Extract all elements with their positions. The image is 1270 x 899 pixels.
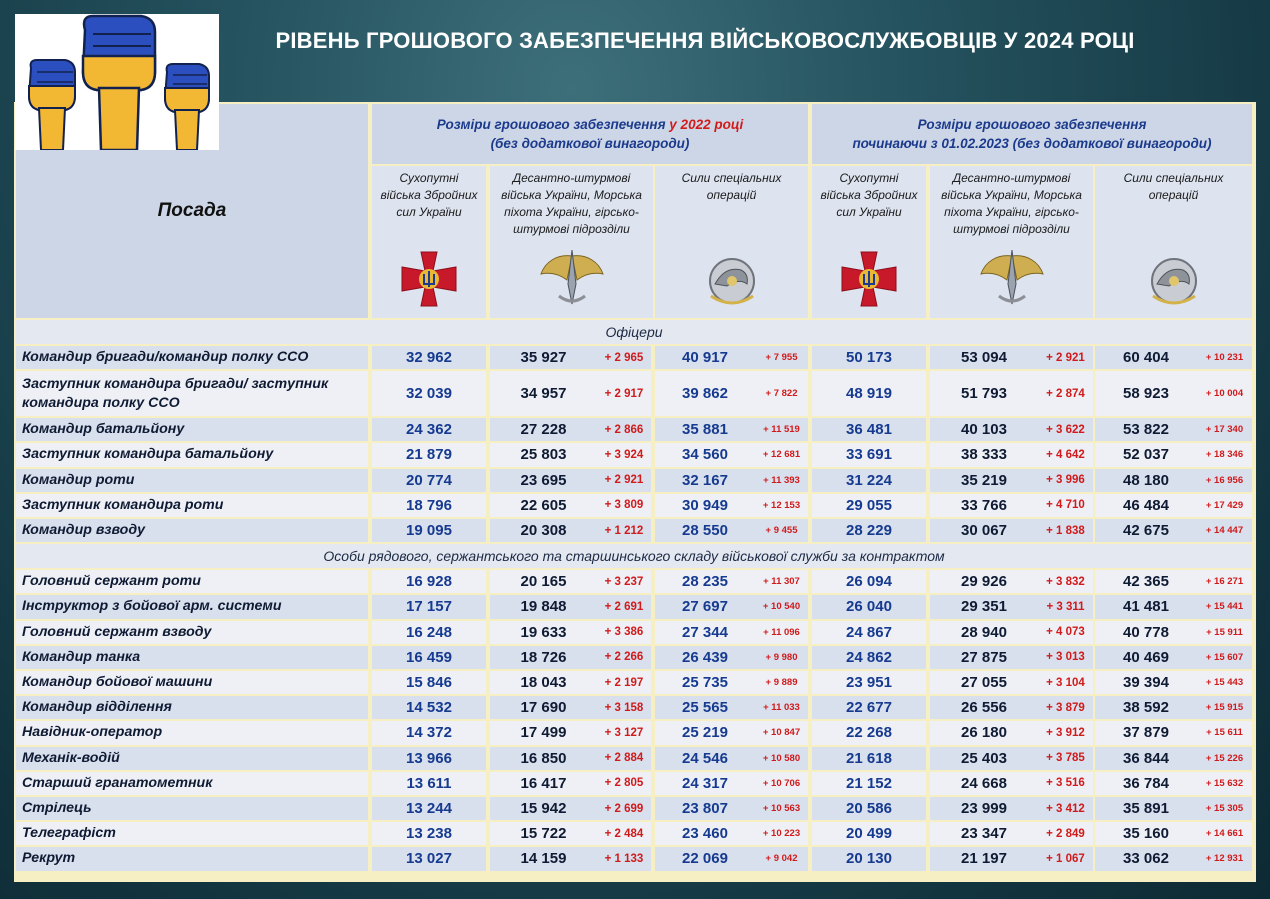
val-dsv-2023: 26 180 <box>930 721 1038 744</box>
val-dsv-2023: 26 556 <box>930 696 1038 719</box>
val-sv-2022: 13 611 <box>372 772 486 795</box>
val-sv-2023: 33 691 <box>812 443 926 466</box>
row-position-name: Телеграфіст <box>16 822 368 845</box>
section-officers: Офіцери <box>16 320 1252 344</box>
row-position-name: Старший гранатометник <box>16 772 368 795</box>
diff-sso-2023: + 17 340 <box>1197 418 1252 441</box>
val-sv-2023: 48 919 <box>812 371 926 416</box>
diff-dsv-2022: + 3 386 <box>597 621 651 644</box>
val-sv-2022: 17 157 <box>372 595 486 618</box>
diff-dsv-2023: + 3 832 <box>1038 570 1093 593</box>
val-sv-2023: 22 268 <box>812 721 926 744</box>
diff-sso-2023: + 15 611 <box>1197 721 1252 744</box>
val-dsv-2023: 25 403 <box>930 747 1038 770</box>
header-position: Посада <box>16 104 368 318</box>
diff-dsv-2022: + 1 212 <box>597 519 651 542</box>
val-sso-2022: 26 439 <box>655 646 755 669</box>
diff-dsv-2022: + 2 197 <box>597 671 651 694</box>
val-dsv-2022: 14 159 <box>490 847 597 870</box>
row-position-name: Заступник командира бригади/ застyпник командира полку ССО <box>16 371 368 416</box>
val-sso-2022: 32 167 <box>655 469 755 492</box>
diff-sso-2022: + 10 223 <box>755 822 808 845</box>
row-position-name: Заступник командира батальйону <box>16 443 368 466</box>
val-sv-2023: 24 862 <box>812 646 926 669</box>
diff-dsv-2023: + 3 104 <box>1038 671 1093 694</box>
diff-sso-2023: + 15 441 <box>1197 595 1252 618</box>
diff-sso-2023: + 12 931 <box>1197 847 1252 870</box>
diff-dsv-2023: + 3 516 <box>1038 772 1093 795</box>
diff-dsv-2022: + 2 917 <box>597 371 651 416</box>
diff-sso-2023: + 14 661 <box>1197 822 1252 845</box>
val-sv-2022: 13 966 <box>372 747 486 770</box>
airborne-wings-icon <box>977 244 1047 314</box>
val-sso-2022: 35 881 <box>655 418 755 441</box>
val-sso-2023: 60 404 <box>1095 346 1197 369</box>
diff-dsv-2022: + 2 691 <box>597 595 651 618</box>
header-col-label: Сухопутні війська Збройних сил України <box>820 171 918 219</box>
row-position-name: Командир танка <box>16 646 368 669</box>
val-sso-2023: 35 160 <box>1095 822 1197 845</box>
header-col-label: Сухопутні війська Збройних сил України <box>380 171 478 219</box>
diff-dsv-2022: + 3 809 <box>597 494 651 517</box>
header-col-6 <box>1095 166 1252 318</box>
diff-sso-2023: + 10 231 <box>1197 346 1252 369</box>
val-dsv-2022: 17 499 <box>490 721 597 744</box>
row-position-name: Командир бригади/командир полку ССО <box>16 346 368 369</box>
row-position-name: Заступник командира роти <box>16 494 368 517</box>
val-dsv-2022: 34 957 <box>490 371 597 416</box>
diff-sso-2022: + 10 563 <box>755 797 808 820</box>
diff-sso-2022: + 9 455 <box>755 519 808 542</box>
diff-sso-2022: + 12 153 <box>755 494 808 517</box>
val-sv-2022: 16 248 <box>372 621 486 644</box>
val-dsv-2023: 28 940 <box>930 621 1038 644</box>
diff-dsv-2023: + 3 311 <box>1038 595 1093 618</box>
val-sso-2023: 41 481 <box>1095 595 1197 618</box>
header-col-4 <box>812 166 926 318</box>
val-dsv-2023: 30 067 <box>930 519 1038 542</box>
diff-sso-2022: + 11 307 <box>755 570 808 593</box>
val-dsv-2023: 24 668 <box>930 772 1038 795</box>
group-2022-year: у 2022 році <box>669 117 744 132</box>
val-sso-2023: 48 180 <box>1095 469 1197 492</box>
val-dsv-2022: 16 417 <box>490 772 597 795</box>
diff-sso-2022: + 11 096 <box>755 621 808 644</box>
val-sso-2023: 40 469 <box>1095 646 1197 669</box>
header-group-2022 <box>372 104 808 164</box>
val-sso-2023: 37 879 <box>1095 721 1197 744</box>
diff-sso-2022: + 9 889 <box>755 671 808 694</box>
row-position-name: Навідник-оператор <box>16 721 368 744</box>
diff-dsv-2022: + 2 884 <box>597 747 651 770</box>
diff-dsv-2023: + 4 710 <box>1038 494 1093 517</box>
diff-dsv-2023: + 4 073 <box>1038 621 1093 644</box>
val-sso-2022: 27 344 <box>655 621 755 644</box>
val-sso-2022: 34 560 <box>655 443 755 466</box>
header-col-label: Сили спеціальних операцій <box>1123 171 1224 202</box>
group-2023-line2: починаючи з 01.02.2023 (без додаткової винагороди) <box>852 136 1212 151</box>
val-dsv-2023: 23 347 <box>930 822 1038 845</box>
diff-sso-2022: + 10 540 <box>755 595 808 618</box>
val-dsv-2022: 25 803 <box>490 443 597 466</box>
val-sv-2022: 15 846 <box>372 671 486 694</box>
val-sso-2022: 28 550 <box>655 519 755 542</box>
val-sv-2022: 32 039 <box>372 371 486 416</box>
val-sso-2022: 22 069 <box>655 847 755 870</box>
diff-dsv-2023: + 1 067 <box>1038 847 1093 870</box>
diff-dsv-2022: + 3 127 <box>597 721 651 744</box>
diff-dsv-2023: + 3 996 <box>1038 469 1093 492</box>
diff-dsv-2022: + 3 237 <box>597 570 651 593</box>
val-sso-2023: 35 891 <box>1095 797 1197 820</box>
val-sso-2022: 23 460 <box>655 822 755 845</box>
diff-sso-2023: + 10 004 <box>1197 371 1252 416</box>
diff-dsv-2022: + 2 266 <box>597 646 651 669</box>
sso-emblem-icon <box>1139 244 1209 314</box>
val-sso-2022: 25 565 <box>655 696 755 719</box>
header-col-3 <box>655 166 808 318</box>
val-dsv-2023: 33 766 <box>930 494 1038 517</box>
val-sso-2023: 52 037 <box>1095 443 1197 466</box>
diff-sso-2023: + 17 429 <box>1197 494 1252 517</box>
row-position-name: Головний сержант роти <box>16 570 368 593</box>
val-sso-2023: 36 784 <box>1095 772 1197 795</box>
diff-dsv-2022: + 1 133 <box>597 847 651 870</box>
diff-sso-2022: + 9 042 <box>755 847 808 870</box>
val-sv-2023: 50 173 <box>812 346 926 369</box>
diff-sso-2022: + 11 393 <box>755 469 808 492</box>
val-sv-2022: 13 027 <box>372 847 486 870</box>
val-dsv-2022: 20 165 <box>490 570 597 593</box>
val-sv-2023: 21 152 <box>812 772 926 795</box>
val-sv-2023: 24 867 <box>812 621 926 644</box>
val-dsv-2022: 19 633 <box>490 621 597 644</box>
diff-sso-2023: + 15 443 <box>1197 671 1252 694</box>
diff-dsv-2022: + 3 158 <box>597 696 651 719</box>
val-dsv-2022: 16 850 <box>490 747 597 770</box>
header-col-label: Десантно-штурмові війська України, Морська піхота України, гірсько-штурмові підрозділи <box>941 171 1082 236</box>
val-sso-2022: 24 546 <box>655 747 755 770</box>
val-sso-2023: 53 822 <box>1095 418 1197 441</box>
val-sv-2023: 23 951 <box>812 671 926 694</box>
val-dsv-2023: 29 351 <box>930 595 1038 618</box>
val-sso-2023: 58 923 <box>1095 371 1197 416</box>
diff-dsv-2023: + 1 838 <box>1038 519 1093 542</box>
diff-dsv-2023: + 3 785 <box>1038 747 1093 770</box>
val-dsv-2023: 35 219 <box>930 469 1038 492</box>
diff-dsv-2023: + 2 874 <box>1038 371 1093 416</box>
group-2022-line1: Розміри грошового забезпечення <box>436 117 670 132</box>
val-dsv-2022: 27 228 <box>490 418 597 441</box>
diff-dsv-2023: + 3 879 <box>1038 696 1093 719</box>
diff-dsv-2022: + 3 924 <box>597 443 651 466</box>
diff-sso-2023: + 16 956 <box>1197 469 1252 492</box>
val-sso-2023: 36 844 <box>1095 747 1197 770</box>
val-sso-2022: 24 317 <box>655 772 755 795</box>
val-sv-2023: 26 094 <box>812 570 926 593</box>
val-sv-2023: 22 677 <box>812 696 926 719</box>
diff-sso-2022: + 11 033 <box>755 696 808 719</box>
diff-sso-2022: + 10 847 <box>755 721 808 744</box>
diff-dsv-2022: + 2 866 <box>597 418 651 441</box>
val-sv-2022: 21 879 <box>372 443 486 466</box>
val-sv-2023: 29 055 <box>812 494 926 517</box>
diff-sso-2023: + 15 911 <box>1197 621 1252 644</box>
val-sv-2023: 28 229 <box>812 519 926 542</box>
val-dsv-2023: 40 103 <box>930 418 1038 441</box>
diff-sso-2023: + 15 305 <box>1197 797 1252 820</box>
diff-sso-2022: + 10 706 <box>755 772 808 795</box>
diff-sso-2023: + 15 607 <box>1197 646 1252 669</box>
val-dsv-2023: 51 793 <box>930 371 1038 416</box>
val-sv-2022: 14 532 <box>372 696 486 719</box>
val-sso-2022: 28 235 <box>655 570 755 593</box>
val-sv-2022: 20 774 <box>372 469 486 492</box>
header-col-1 <box>372 166 486 318</box>
val-dsv-2023: 27 875 <box>930 646 1038 669</box>
val-sso-2022: 25 735 <box>655 671 755 694</box>
val-sso-2022: 23 807 <box>655 797 755 820</box>
val-sv-2022: 13 238 <box>372 822 486 845</box>
val-dsv-2022: 17 690 <box>490 696 597 719</box>
val-sv-2023: 31 224 <box>812 469 926 492</box>
diff-sso-2023: + 14 447 <box>1197 519 1252 542</box>
diff-dsv-2023: + 2 849 <box>1038 822 1093 845</box>
diff-sso-2022: + 7 822 <box>755 371 808 416</box>
val-sv-2023: 20 130 <box>812 847 926 870</box>
val-dsv-2022: 20 308 <box>490 519 597 542</box>
ground-forces-cross-icon <box>394 244 464 314</box>
row-position-name: Командир відділення <box>16 696 368 719</box>
diff-sso-2022: + 9 980 <box>755 646 808 669</box>
val-dsv-2023: 29 926 <box>930 570 1038 593</box>
val-sv-2023: 20 586 <box>812 797 926 820</box>
header-col-label: Сили спеціальних операцій <box>681 171 782 202</box>
row-position-name: Стрілець <box>16 797 368 820</box>
val-sv-2022: 32 962 <box>372 346 486 369</box>
diff-sso-2022: + 12 681 <box>755 443 808 466</box>
diff-dsv-2023: + 3 013 <box>1038 646 1093 669</box>
val-sso-2023: 33 062 <box>1095 847 1197 870</box>
row-position-name: Командир батальйону <box>16 418 368 441</box>
val-sv-2022: 14 372 <box>372 721 486 744</box>
diff-sso-2023: + 16 271 <box>1197 570 1252 593</box>
page-title: РІВЕНЬ ГРОШОВОГО ЗАБЕЗПЕЧЕННЯ ВІЙСЬКОВОСЛУЖБОВЦІВ У 2024 РОЦІ <box>275 28 1135 53</box>
group-2023-line1: Розміри грошового забезпечення <box>917 117 1147 132</box>
fists-logo <box>15 14 219 150</box>
row-position-name: Командир бойової машини <box>16 671 368 694</box>
row-position-name: Головний сержант взводу <box>16 621 368 644</box>
diff-sso-2022: + 7 955 <box>755 346 808 369</box>
salary-table <box>14 102 1256 882</box>
val-dsv-2022: 15 722 <box>490 822 597 845</box>
val-sso-2022: 27 697 <box>655 595 755 618</box>
val-sso-2022: 25 219 <box>655 721 755 744</box>
raised-fists-icon <box>15 14 219 150</box>
diff-sso-2023: + 15 226 <box>1197 747 1252 770</box>
val-sv-2022: 18 796 <box>372 494 486 517</box>
val-sso-2023: 39 394 <box>1095 671 1197 694</box>
row-position-name: Командир взводу <box>16 519 368 542</box>
header-group-2023 <box>812 104 1252 164</box>
val-dsv-2022: 35 927 <box>490 346 597 369</box>
val-sv-2022: 19 095 <box>372 519 486 542</box>
val-sv-2022: 16 459 <box>372 646 486 669</box>
val-sv-2022: 13 244 <box>372 797 486 820</box>
val-dsv-2023: 53 094 <box>930 346 1038 369</box>
diff-dsv-2023: + 3 912 <box>1038 721 1093 744</box>
val-sv-2023: 21 618 <box>812 747 926 770</box>
sso-emblem-icon <box>697 244 767 314</box>
section-enlisted: Особи рядового, сержантського та старшинського складу військової служби за контрактом <box>16 544 1252 568</box>
diff-dsv-2023: + 3 622 <box>1038 418 1093 441</box>
diff-dsv-2022: + 2 699 <box>597 797 651 820</box>
row-position-name: Інструктор з бойової арм. системи <box>16 595 368 618</box>
diff-dsv-2023: + 3 412 <box>1038 797 1093 820</box>
diff-dsv-2023: + 2 921 <box>1038 346 1093 369</box>
row-position-name: Командир роти <box>16 469 368 492</box>
val-dsv-2022: 18 043 <box>490 671 597 694</box>
row-position-name: Рекрут <box>16 847 368 870</box>
val-sv-2023: 36 481 <box>812 418 926 441</box>
header-col-label: Десантно-штурмові війська України, Морська піхота України, гірсько-штурмові підрозділи <box>501 171 642 236</box>
header-col-2 <box>490 166 653 318</box>
val-sv-2022: 16 928 <box>372 570 486 593</box>
val-sso-2023: 40 778 <box>1095 621 1197 644</box>
val-sso-2023: 46 484 <box>1095 494 1197 517</box>
val-dsv-2022: 23 695 <box>490 469 597 492</box>
diff-dsv-2022: + 2 805 <box>597 772 651 795</box>
group-2022-line2: (без додаткової винагороди) <box>490 136 690 151</box>
airborne-wings-icon <box>537 244 607 314</box>
diff-dsv-2023: + 4 642 <box>1038 443 1093 466</box>
diff-sso-2022: + 10 580 <box>755 747 808 770</box>
val-dsv-2023: 21 197 <box>930 847 1038 870</box>
header-col-5 <box>930 166 1093 318</box>
val-dsv-2022: 18 726 <box>490 646 597 669</box>
diff-dsv-2022: + 2 965 <box>597 346 651 369</box>
val-dsv-2022: 22 605 <box>490 494 597 517</box>
diff-sso-2022: + 11 519 <box>755 418 808 441</box>
val-dsv-2022: 19 848 <box>490 595 597 618</box>
val-sso-2022: 39 862 <box>655 371 755 416</box>
val-dsv-2023: 38 333 <box>930 443 1038 466</box>
val-sso-2023: 38 592 <box>1095 696 1197 719</box>
diff-sso-2023: + 15 632 <box>1197 772 1252 795</box>
ground-forces-cross-icon <box>834 244 904 314</box>
diff-dsv-2022: + 2 921 <box>597 469 651 492</box>
diff-dsv-2022: + 2 484 <box>597 822 651 845</box>
val-sso-2023: 42 675 <box>1095 519 1197 542</box>
val-dsv-2023: 27 055 <box>930 671 1038 694</box>
val-sso-2022: 40 917 <box>655 346 755 369</box>
diff-sso-2023: + 15 915 <box>1197 696 1252 719</box>
val-dsv-2023: 23 999 <box>930 797 1038 820</box>
val-sso-2022: 30 949 <box>655 494 755 517</box>
val-sv-2022: 24 362 <box>372 418 486 441</box>
diff-sso-2023: + 18 346 <box>1197 443 1252 466</box>
val-dsv-2022: 15 942 <box>490 797 597 820</box>
val-sv-2023: 26 040 <box>812 595 926 618</box>
row-position-name: Механік-водій <box>16 747 368 770</box>
val-sso-2023: 42 365 <box>1095 570 1197 593</box>
val-sv-2023: 20 499 <box>812 822 926 845</box>
